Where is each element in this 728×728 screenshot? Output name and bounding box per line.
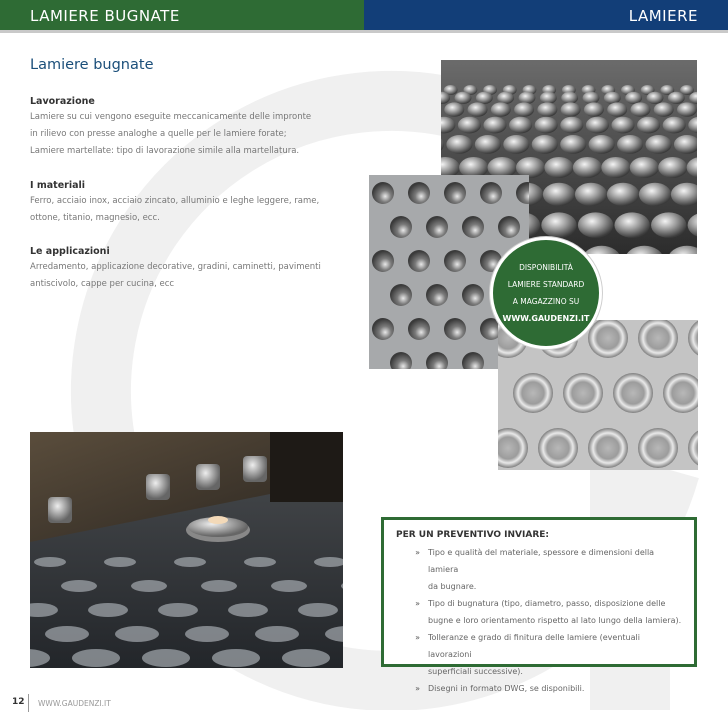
dome-texture (604, 92, 621, 104)
dimple-texture (408, 250, 430, 272)
dimple-texture (462, 216, 484, 238)
section-heading-applicazioni: Le applicazioni (30, 246, 110, 257)
badge-website-link[interactable]: WWW.GAUDENZI.IT (502, 314, 590, 323)
dome-texture (584, 102, 604, 116)
quote-title: PER UN PREVENTIVO INVIARE: (396, 530, 550, 540)
bolt-texture (146, 474, 170, 500)
photo-press-machine (30, 432, 343, 668)
dome-texture (573, 157, 602, 178)
table-dimple-texture (212, 649, 260, 667)
dome-texture (677, 102, 697, 116)
dome-texture (560, 135, 586, 154)
table-dimple-texture (131, 580, 167, 592)
table-dimple-texture (104, 557, 136, 567)
dome-texture (468, 102, 488, 116)
dome-texture (540, 92, 557, 104)
quote-item (396, 629, 682, 680)
dome-texture (575, 183, 607, 206)
quote-item-text: bugne e loro orientamento rispetto al lato lungo della lamiera). (428, 616, 682, 625)
quote-item-text: da bugnare. (428, 582, 477, 591)
dome-texture (611, 117, 634, 134)
footer-url-link[interactable]: WWW.GAUDENZI.IT (38, 699, 111, 708)
dome-texture (589, 135, 615, 154)
table-dimple-texture (298, 603, 338, 617)
bugna-texture (638, 428, 678, 468)
dome-texture (514, 102, 534, 116)
page-number: 12 (12, 697, 25, 707)
badge-line: A MAGAZZINO SU (512, 297, 580, 306)
dome-texture (560, 117, 583, 134)
dimple-texture (372, 182, 394, 204)
dimple-texture (444, 318, 466, 340)
bullet-icon: » (415, 633, 420, 642)
dome-texture (607, 102, 627, 116)
quote-item (396, 544, 682, 595)
dome-texture (630, 102, 650, 116)
text-line: in rilievo con presse analoghe a quelle per le lamiere forate; (30, 129, 287, 139)
dimple-texture (372, 250, 394, 272)
table-dimple-texture (244, 557, 276, 567)
dome-texture (483, 117, 506, 134)
quote-item-text: Disegni in formato DWG, se disponibili. (428, 684, 585, 693)
dome-texture (578, 212, 613, 237)
section-text-applicazioni (30, 259, 330, 293)
dimple-texture (426, 284, 448, 306)
table-dimple-texture (282, 649, 330, 667)
dimple-texture (498, 216, 520, 238)
dome-texture (668, 92, 685, 104)
dimple-texture (372, 318, 394, 340)
text-line: Lamiere martellate: tipo di lavorazione simile alla martellatura. (30, 146, 300, 156)
bugna-texture (563, 373, 603, 413)
text-line: antiscivolo, cappe per cucina, ecc (30, 279, 175, 289)
dome-texture (519, 92, 536, 104)
quote-request-box (381, 517, 697, 693)
section-heading-lavorazione: Lavorazione (30, 96, 95, 107)
bullet-icon: » (415, 548, 420, 557)
dimple-texture (390, 284, 412, 306)
bugna-texture (513, 373, 553, 413)
header-left-title: LAMIERE BUGNATE (30, 7, 180, 25)
dome-texture (561, 92, 578, 104)
dome-texture (544, 157, 573, 178)
dome-texture (586, 117, 609, 134)
dome-texture (476, 92, 493, 104)
dome-texture (639, 183, 671, 206)
dimple-texture (426, 216, 448, 238)
dimple-texture (390, 216, 412, 238)
dome-texture (541, 212, 576, 237)
table-dimple-texture (115, 626, 159, 642)
dome-texture (651, 212, 686, 237)
availability-badge (490, 237, 602, 349)
page-title: Lamiere bugnate (30, 57, 154, 73)
dome-texture (537, 102, 557, 116)
table-dimple-texture (174, 557, 206, 567)
dome-texture (455, 92, 472, 104)
dome-texture (658, 157, 687, 178)
dome-texture (475, 135, 501, 154)
dome-texture (614, 212, 649, 237)
dome-texture (491, 102, 511, 116)
badge-line: DISPONIBILITÀ (519, 263, 573, 272)
bullet-icon: » (415, 599, 420, 608)
dome-texture (446, 135, 472, 154)
dome-texture (645, 135, 671, 154)
dome-texture (497, 92, 514, 104)
quote-item (396, 680, 682, 697)
table-dimple-texture (72, 649, 120, 667)
bugna-texture (613, 373, 653, 413)
dimple-texture (408, 318, 430, 340)
table-dimple-texture (45, 626, 89, 642)
table-dimple-texture (88, 603, 128, 617)
table-dimple-texture (185, 626, 229, 642)
quote-item-text: Tipo e qualità del materiale, spessore e dimensioni della lamiera (428, 548, 655, 574)
dome-texture (543, 183, 575, 206)
quote-item-text: superficiali successive). (428, 667, 523, 676)
table-dimple-texture (271, 580, 307, 592)
bugna-texture (588, 428, 628, 468)
table-dimple-texture (142, 649, 190, 667)
dome-texture (583, 92, 600, 104)
table-dimple-texture (201, 580, 237, 592)
dome-texture (532, 135, 558, 154)
text-line: Lamiere su cui vengono eseguite meccanicamente delle impronte (30, 112, 312, 122)
quote-item-text: Tolleranze e grado di finitura delle lamiere (eventuali lavorazioni (428, 633, 640, 659)
dome-texture (509, 117, 532, 134)
text-line: ottone, titanio, magnesio, ecc. (30, 213, 160, 223)
table-dimple-texture (228, 603, 268, 617)
table-dimple-texture (158, 603, 198, 617)
dome-texture (607, 183, 639, 206)
dimple-texture (480, 182, 502, 204)
dome-texture (663, 117, 686, 134)
text-line: Arredamento, applicazione decorative, gradini, caminetti, pavimenti (30, 262, 321, 272)
bolt-texture (196, 464, 220, 490)
section-text-materiali (30, 193, 330, 227)
dome-texture (625, 92, 642, 104)
dome-texture (630, 157, 659, 178)
dimple-texture (444, 250, 466, 272)
header-right-title: LAMIERE (628, 7, 698, 25)
dome-texture (535, 117, 558, 134)
dimple-texture (444, 182, 466, 204)
section-text-lavorazione (30, 109, 330, 160)
quote-item-text: Tipo di bugnatura (tipo, diametro, passo, disposizione delle (428, 599, 666, 608)
table-dimple-texture (34, 557, 66, 567)
dome-texture (617, 135, 643, 154)
bugna-texture (538, 428, 578, 468)
bullet-icon: » (415, 684, 420, 693)
dome-texture (444, 102, 464, 116)
dome-texture (637, 117, 660, 134)
dome-texture (601, 157, 630, 178)
footer-divider (28, 694, 29, 712)
quote-item (396, 595, 682, 629)
dome-texture (561, 102, 581, 116)
text-line: Ferro, acciaio inox, acciaio zincato, alluminio e leghe leggere, rame, (30, 196, 320, 206)
dimple-texture (462, 284, 484, 306)
bolt-texture (48, 497, 72, 523)
bolt-texture (243, 456, 267, 482)
dimple-texture (408, 182, 430, 204)
table-dimple-texture (61, 580, 97, 592)
table-dimple-texture (255, 626, 299, 642)
dome-texture (503, 135, 529, 154)
dome-texture (647, 92, 664, 104)
section-heading-materiali: I materiali (30, 180, 86, 191)
dome-texture (458, 117, 481, 134)
badge-line: LAMIERE STANDARD (507, 280, 585, 289)
dome-texture (654, 102, 674, 116)
